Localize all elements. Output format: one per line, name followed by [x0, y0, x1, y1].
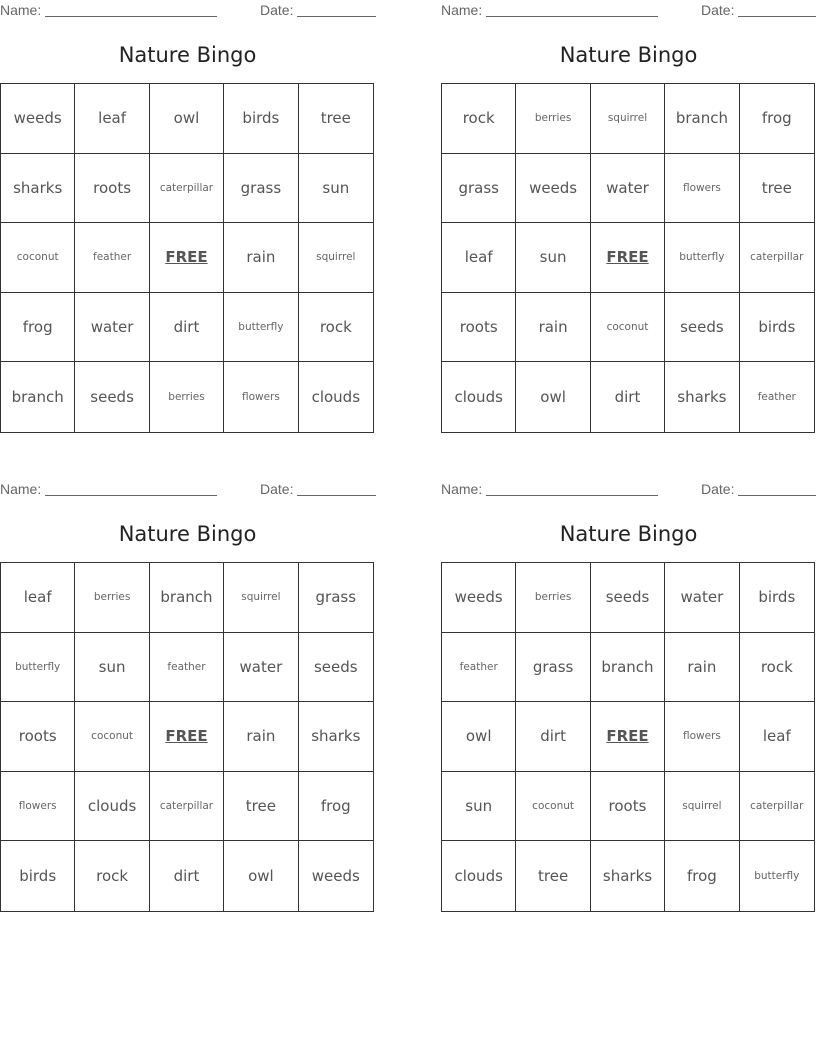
- date-label: Date:: [260, 481, 294, 497]
- bingo-grid: [441, 562, 815, 912]
- bingo-cell: water: [591, 154, 665, 224]
- bingo-cell: sun: [299, 154, 373, 224]
- bingo-cell: roots: [442, 293, 516, 363]
- date-line: [738, 16, 816, 17]
- bingo-cell: sharks: [1, 154, 75, 224]
- bingo-cell: rain: [516, 293, 590, 363]
- name-label: Name:: [441, 481, 483, 497]
- name-line: [486, 495, 658, 496]
- bingo-cell: dirt: [150, 293, 224, 363]
- card-header: [441, 479, 816, 501]
- bingo-cell: coconut: [1, 223, 75, 293]
- bingo-cell: frog: [1, 293, 75, 363]
- bingo-cell: grass: [299, 563, 373, 633]
- bingo-cell: birds: [224, 84, 298, 154]
- bingo-cell: tree: [516, 841, 590, 911]
- bingo-cell: seeds: [665, 293, 739, 363]
- bingo-cell: grass: [442, 154, 516, 224]
- card-header: [441, 0, 816, 22]
- bingo-cell: weeds: [1, 84, 75, 154]
- bingo-cell: branch: [591, 633, 665, 703]
- card-header: [0, 0, 375, 22]
- bingo-cell: rain: [224, 702, 298, 772]
- bingo-cell: owl: [150, 84, 224, 154]
- name-line: [45, 495, 217, 496]
- bingo-cell: water: [224, 633, 298, 703]
- bingo-cell: squirrel: [224, 563, 298, 633]
- bingo-cell: coconut: [75, 702, 149, 772]
- bingo-card-1: [0, 0, 375, 407]
- bingo-cell: butterfly: [1, 633, 75, 703]
- bingo-cell: frog: [665, 841, 739, 911]
- bingo-cell: birds: [740, 293, 814, 363]
- card-title: Nature Bingo: [559, 522, 698, 546]
- bingo-cell: berries: [150, 362, 224, 432]
- bingo-cell: roots: [1, 702, 75, 772]
- bingo-cell: branch: [665, 84, 739, 154]
- bingo-cell: roots: [591, 772, 665, 842]
- bingo-cell: birds: [1, 841, 75, 911]
- card-header: [0, 479, 375, 501]
- bingo-cell: grass: [516, 633, 590, 703]
- bingo-cell: butterfly: [665, 223, 739, 293]
- bingo-cell: rain: [665, 633, 739, 703]
- free-space-cell: FREE: [150, 223, 224, 293]
- bingo-cell: owl: [442, 702, 516, 772]
- bingo-cell: clouds: [75, 772, 149, 842]
- bingo-cell: tree: [224, 772, 298, 842]
- bingo-cell: flowers: [665, 154, 739, 224]
- bingo-cell: coconut: [591, 293, 665, 363]
- bingo-cell: clouds: [442, 841, 516, 911]
- bingo-cell: dirt: [591, 362, 665, 432]
- card-title: Nature Bingo: [118, 43, 257, 67]
- bingo-cell: rain: [224, 223, 298, 293]
- bingo-cell: seeds: [75, 362, 149, 432]
- bingo-cell: rock: [299, 293, 373, 363]
- bingo-cell: branch: [150, 563, 224, 633]
- bingo-grid: [0, 83, 374, 433]
- bingo-cell: seeds: [591, 563, 665, 633]
- bingo-cell: leaf: [740, 702, 814, 772]
- bingo-cell: squirrel: [299, 223, 373, 293]
- bingo-cell: flowers: [665, 702, 739, 772]
- bingo-cell: owl: [224, 841, 298, 911]
- bingo-cell: butterfly: [224, 293, 298, 363]
- bingo-cell: berries: [516, 563, 590, 633]
- bingo-cell: feather: [150, 633, 224, 703]
- bingo-cell: sun: [75, 633, 149, 703]
- bingo-cell: rock: [442, 84, 516, 154]
- bingo-cell: feather: [442, 633, 516, 703]
- date-line: [297, 495, 376, 496]
- free-space-cell: FREE: [150, 702, 224, 772]
- bingo-card-4: [441, 479, 816, 886]
- name-line: [45, 16, 217, 17]
- bingo-cell: dirt: [150, 841, 224, 911]
- bingo-grid: [0, 562, 374, 912]
- bingo-cell: weeds: [311, 867, 360, 886]
- date-line: [738, 495, 816, 496]
- bingo-cell: sharks: [591, 841, 665, 911]
- bingo-cell: flowers: [224, 362, 298, 432]
- bingo-cell: leaf: [75, 84, 149, 154]
- bingo-cell: caterpillar: [740, 772, 814, 842]
- bingo-cell: clouds: [311, 388, 361, 407]
- bingo-cell: rock: [75, 841, 149, 911]
- bingo-cell: sharks: [299, 702, 373, 772]
- bingo-cell: frog: [740, 84, 814, 154]
- bingo-cell: leaf: [1, 563, 75, 633]
- bingo-cell: caterpillar: [740, 223, 814, 293]
- bingo-cell: sharks: [665, 362, 739, 432]
- bingo-grid: [441, 83, 815, 433]
- date-line: [297, 16, 376, 17]
- bingo-cell: water: [665, 563, 739, 633]
- name-line: [486, 16, 658, 17]
- bingo-cell: berries: [75, 563, 149, 633]
- bingo-cell: squirrel: [665, 772, 739, 842]
- name-label: Name:: [0, 481, 42, 497]
- bingo-cell: tree: [299, 84, 373, 154]
- date-label: Date:: [701, 2, 735, 18]
- bingo-cell: frog: [299, 772, 373, 842]
- bingo-cell: roots: [75, 154, 149, 224]
- bingo-cell: weeds: [516, 154, 590, 224]
- bingo-cell: squirrel: [591, 84, 665, 154]
- bingo-cell: rock: [740, 633, 814, 703]
- bingo-cell: leaf: [442, 223, 516, 293]
- bingo-cell: butterfly: [754, 870, 800, 883]
- bingo-cell: flowers: [1, 772, 75, 842]
- bingo-cell: clouds: [442, 362, 516, 432]
- bingo-cell: tree: [740, 154, 814, 224]
- bingo-cell: feather: [757, 391, 796, 404]
- bingo-cell: berries: [516, 84, 590, 154]
- bingo-cell: weeds: [442, 563, 516, 633]
- bingo-cell: seeds: [299, 633, 373, 703]
- bingo-cell: caterpillar: [150, 154, 224, 224]
- bingo-cell: water: [75, 293, 149, 363]
- bingo-cell: owl: [516, 362, 590, 432]
- bingo-cell: dirt: [516, 702, 590, 772]
- free-space-cell: FREE: [591, 702, 665, 772]
- bingo-cell: grass: [224, 154, 298, 224]
- date-label: Date:: [701, 481, 735, 497]
- bingo-cell: branch: [1, 362, 75, 432]
- date-label: Date:: [260, 2, 294, 18]
- name-label: Name:: [0, 2, 42, 18]
- bingo-cell: caterpillar: [150, 772, 224, 842]
- card-title: Nature Bingo: [559, 43, 698, 67]
- bingo-cell: sun: [516, 223, 590, 293]
- free-space-cell: FREE: [591, 223, 665, 293]
- bingo-cell: feather: [75, 223, 149, 293]
- name-label: Name:: [441, 2, 483, 18]
- bingo-card-2: [441, 0, 816, 407]
- bingo-cell: coconut: [516, 772, 590, 842]
- card-title: Nature Bingo: [118, 522, 257, 546]
- bingo-cell: birds: [740, 563, 814, 633]
- bingo-card-3: [0, 479, 375, 886]
- bingo-cell: sun: [442, 772, 516, 842]
